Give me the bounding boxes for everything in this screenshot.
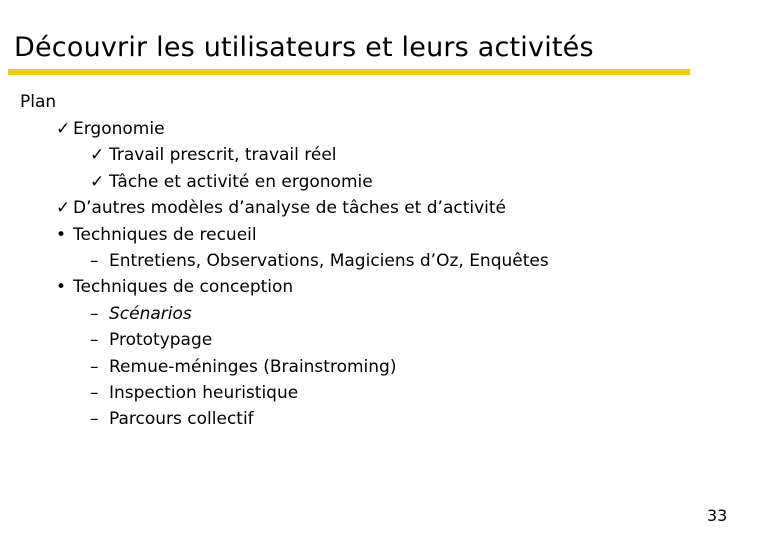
bullet-icon: • xyxy=(56,224,67,245)
outline-item-label: Travail prescrit, travail réel xyxy=(109,145,337,166)
outline-item-label: Techniques de recueil xyxy=(73,224,257,245)
outline-item-label: Inspection heuristique xyxy=(109,382,299,403)
dash-icon: – xyxy=(90,409,99,430)
bullet-icon: • xyxy=(56,277,67,298)
outline-item-label: Techniques de conception xyxy=(73,277,294,298)
outline-item-label: Parcours collectif xyxy=(109,409,254,430)
check-icon: ✓ xyxy=(56,198,71,219)
outline-item-label: D’autres modèles d’analyse de tâches et d’activité xyxy=(73,198,507,219)
outline-item-label: Tâche et activité en ergonomie xyxy=(109,171,373,192)
outline-item-label: Remue-méninges (Brainstroming) xyxy=(109,356,397,377)
outline-item-label: Ergonomie xyxy=(73,119,165,139)
check-icon: ✓ xyxy=(90,145,105,166)
outline-item-label: Scénarios xyxy=(109,303,192,324)
dash-icon: – xyxy=(90,356,99,377)
dash-icon: – xyxy=(90,303,99,324)
check-icon: ✓ xyxy=(56,119,71,139)
slide-title: Découvrir les utilisateurs et leurs activités xyxy=(14,32,594,63)
dash-icon: – xyxy=(90,250,99,271)
outline-item-label: Prototypage xyxy=(109,330,213,351)
plan-label: Plan xyxy=(20,92,57,112)
check-icon: ✓ xyxy=(90,171,105,192)
dash-icon: – xyxy=(90,330,99,351)
dash-icon: – xyxy=(90,382,99,403)
outline-item-label: Entretiens, Observations, Magiciens d’Oz, Enquêtes xyxy=(109,250,549,271)
page-number: 33 xyxy=(707,506,728,525)
title-underline xyxy=(8,69,690,75)
